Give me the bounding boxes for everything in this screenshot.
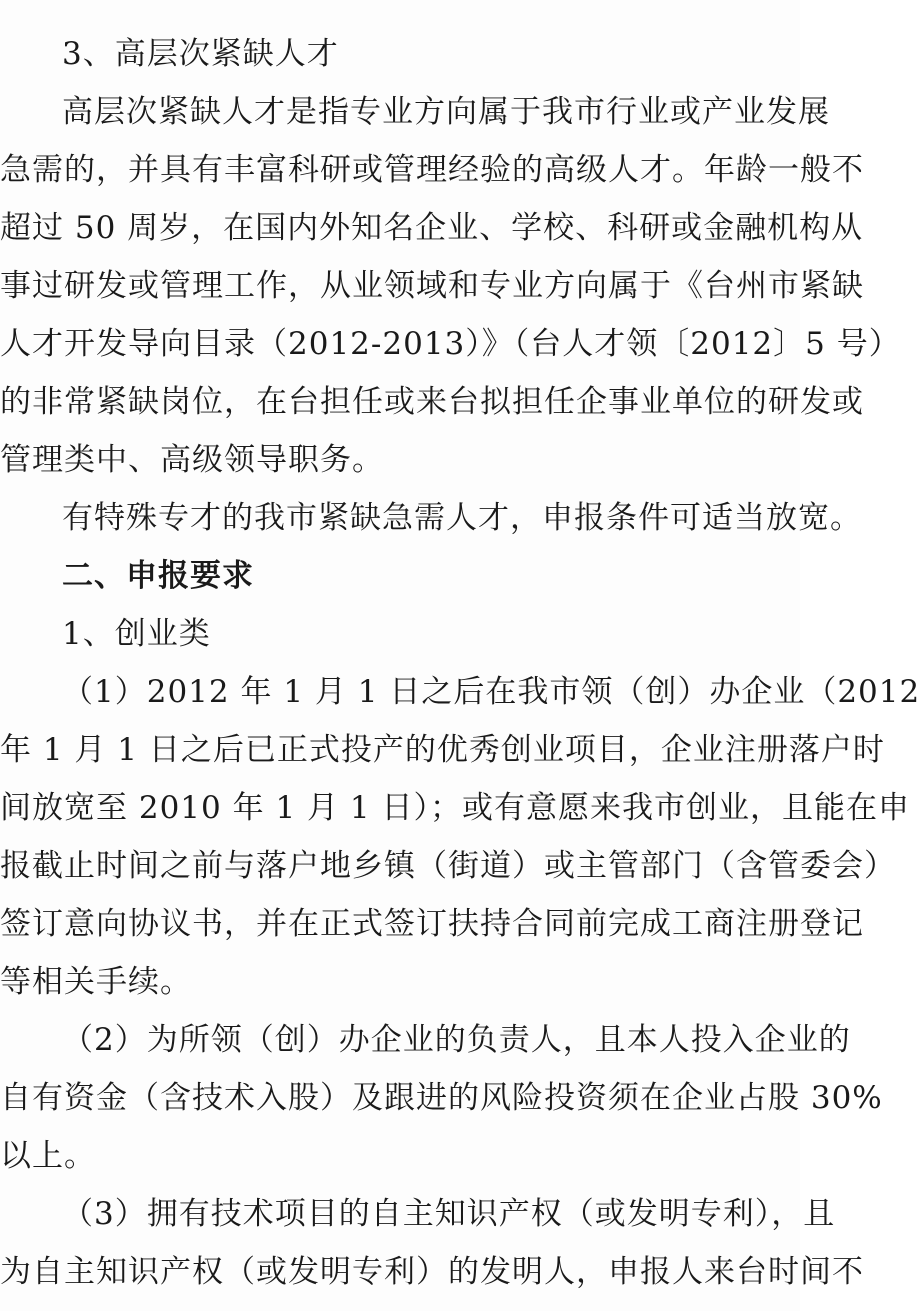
paragraph-line: 的非常紧缺岗位，在台担任或来台拟担任企事业单位的研发或 [0, 384, 864, 420]
paragraph-line: 报截止时间之前与落户地乡镇（街道）或主管部门（含管委会） [0, 848, 896, 884]
paragraph-line: 超过 50 周岁，在国内外知名企业、学校、科研或金融机构从 [0, 210, 864, 246]
paragraph-line: 有特殊专才的我市紧缺急需人才，申报条件可适当放宽。 [62, 500, 862, 536]
paragraph-line: 急需的，并具有丰富科研或管理经验的高级人才。年龄一般不 [0, 152, 864, 188]
paragraph-line: 自有资金（含技术入股）及跟进的风险投资须在企业占股 30% [0, 1080, 883, 1116]
paragraph-line: 事过研发或管理工作，从业领域和专业方向属于《台州市紧缺 [0, 268, 864, 304]
paragraph-line: （1）2012 年 1 月 1 日之后在我市领（创）办企业（2012 [62, 674, 920, 710]
paragraph-line: 年 1 月 1 日之后已正式投产的优秀创业项目，企业注册落户时 [0, 732, 885, 768]
paragraph-line: 间放宽至 2010 年 1 月 1 日）；或有意愿来我市创业，且能在申 [0, 790, 910, 826]
subsection-heading-entrepreneurship: 1、创业类 [62, 616, 211, 652]
paragraph-line: 等相关手续。 [0, 964, 192, 1000]
paragraph-line: 高层次紧缺人才是指专业方向属于我市行业或产业发展 [62, 94, 830, 130]
section-heading-application-requirements: 二、申报要求 [62, 558, 254, 594]
subsection-heading-high-level-talent: 3、高层次紧缺人才 [62, 36, 339, 72]
paragraph-line: 以上。 [0, 1138, 96, 1174]
paragraph-line: （3）拥有技术项目的自主知识产权（或发明专利），且 [62, 1196, 836, 1232]
paragraph-line: 管理类中、高级领导职务。 [0, 442, 384, 478]
paragraph-line: 为自主知识产权（或发明专利）的发明人，申报人来台时间不 [0, 1254, 864, 1290]
paragraph-line: （2）为所领（创）办企业的负责人，且本人投入企业的 [62, 1022, 851, 1058]
paragraph-line: 人才开发导向目录（2012-2013）》（台人才领〔2012〕5 号） [0, 326, 901, 362]
paragraph-line: 签订意向协议书，并在正式签订扶持合同前完成工商注册登记 [0, 906, 864, 942]
